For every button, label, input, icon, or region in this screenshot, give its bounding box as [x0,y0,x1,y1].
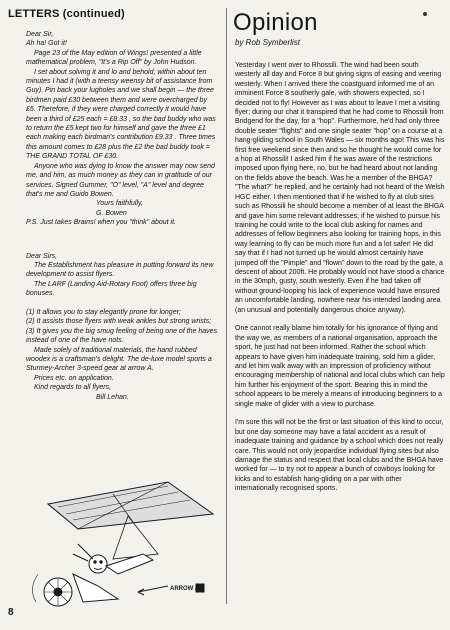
letter-lehan [8,252,218,402]
letter-bowen [8,30,218,228]
article-paragraph: One cannot really blame him totally for his ignorance of flying and the way we, as members of a national organisation, approach the sport, he just had not been informed. Rather the school which appears to have given him inadequate training, sold him a glider, and let him walk away with an impression of proficiency without encouraging membership of national and local clubs which can help him further his enjoyment of the sport. Bearing this in mind the school appears to be merely a means of introducing beginners to a single make of glider with a view to purchase. [235,325,445,408]
letter-opening: Ah ha! Got it! [26,40,67,48]
opinion-article [233,61,445,494]
letter-point: (1) It allows you to stay elegantly prone for longer; [26,308,181,316]
letter-regards: Kind regards to all flyers, [34,384,112,392]
column-divider [226,8,227,604]
letter-salutation: Dear Sir, [26,31,54,38]
letter-point: (3) It gives you the big smug feeling of being one of the haves instead of one of the have nots. [26,327,218,345]
article-paragraph: Yesterday I went over to Rhossili. The wind had been south westerly all day and Force 8 but giving signs of easing and veering westerly. When I arrived there the coastguard informed me of an imminent Force 8 southerly gale, with showers expected, so I decided not to fly! However as I was about to leave I met a visiting flyer; during our chat it transpired that he had come to Rhossili from Bridgend for the day, for a "hop". Furthermore, he'd had only three double seater "flights" and one single seater "hop" on a course at a hang-gliding school in South Wales — six months ago! This was his first free weekend since then and so he thought he would come for a hop at Rhossili! I asked him if he was aware of the restrictions imposed upon flying here, no, but he had heard about not landing on the fields above the beach. Was he a member of the BHGA? "The what?" he replied, and he certainly had not heard of the Welsh HGC either. I then mentioned that if he wished to fly at club sites such as Rhossili he should become a member of at least the BHGA and gave him some relevant addresses; if he wished to pursue his training he could write to the local club asking for names and addresses of fellow beginners also looking for training hops, in this way learning to fly can be much more fun and a lot safer! He did say that if I had not turned up he would almost certainly have jumped off the "Pimple" and "flown" down to the road by the gate, a descent of about 200ft. He probably would not have stood a chance in the 30mph, gusty, south westerly. Even if he had taken off without ground-looping his lack of experience would have ensured an uncomfortable landing, nowhere near his intended landing area (an unusual and potentially dangerous choice anyway). [235,62,445,314]
letter-closing: Yours faithfully, [96,200,143,208]
letters-column [8,8,218,402]
letter-signature: Bill Lehan. [96,393,129,401]
section-title: LETTERS (continued) [8,8,125,20]
letter-prices: Prices etc. on application. [34,374,114,382]
letter-paragraph: I set about solving it and lo and behold, within about ten minutes I had it (with a teensy weensy bit of assistance from Guy). Pin back your lugholes and we shall begin — the three birdmen paid £30 between them and were overcharged by £5. Therefore, if they were charged correctly it would have been a third of £25 each = £8.33 , so the bad buddy who was to return the £5 kept two for himself and gave the three £1 each making each birdman's contribution £9.33 . Three times this amount comes to £28 plus the £2 the bad buddy took = THE GRAND TOTAL OF £30. [26,68,216,161]
letter-product: The LARF (Landing Aid-Rotary Foot) offers three big bonuses. [26,280,197,298]
article-paragraph: I'm sure this will not be the first or last situation of this kind to occur, but one day someone may have a fatal accident as a result of inadequate training and guidance by a school which does not really care. This would not only jeopardise individual flying sites but also damage the status and respect that local clubs and the BHGA have worked for — to try not to appear a bunch of cowboys looking for kicks and to establish hang-gliding on a par with other internationally recognised sports. [235,419,444,493]
hang-glider-cartoon [18,474,218,614]
letter-point: (2) It assists those flyers with weak ankles but strong wrists; [26,318,212,326]
letter-details: Made solely of traditional materials, the hand rubbed woodex is a craftsman's delight. The de-luxe model sports a Sturmey-Archer 3-speed gear at arrow A. [26,346,212,373]
letter-intro: The Establishment has pleasure in putting forward its new development to assist flyers. [26,261,214,279]
letter-paragraph: Anyone who was dying to know the answer may now send me, and him, as much money as they can in gratitude of our services. Signed Gummer, "O" level, "A" level and degree that's me and Guido Bowen. [26,162,215,198]
letter-paragraph: Page 23 of the May edition of Wings! presented a little mathematical problem, "It's a Rip Off" by John Hudson. [26,49,202,67]
page-number: 8 [8,607,14,618]
opinion-column [233,10,445,494]
letter-postscript: P.S. Just takes Brains! when you "think" about it. [26,219,176,227]
letter-salutation: Dear Sirs, [26,252,58,260]
illustration-label: ARROW A [170,586,200,592]
letter-signature: G. Bowen [96,209,127,217]
opinion-author: by Rob Symberlist [235,38,300,47]
opinion-title: Opinion [233,9,318,36]
